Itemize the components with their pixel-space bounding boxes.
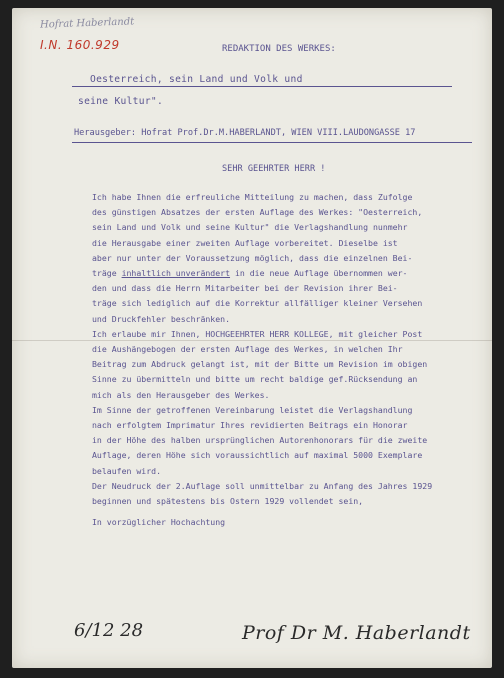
body-line: Ich habe Ihnen die erfreuliche Mitteilung zu machen, dass Zufolge xyxy=(92,192,413,202)
letter-paper xyxy=(12,8,492,668)
letterhead-work-line-1: Oesterreich, sein Land und Volk und xyxy=(90,74,303,85)
pencil-note: Hofrat Haberlandt xyxy=(39,16,135,31)
body-line: die Herausgabe einer zweiten Auflage vorbereitet. Dieselbe ist xyxy=(92,237,398,248)
body-line: beginnen und spätestens bis Ostern 1929 vollendet sein, xyxy=(92,496,364,507)
letter-body xyxy=(92,190,472,530)
letterhead-rule-bottom xyxy=(72,142,472,143)
body-line-underlined: träge inhaltlich unverändert in die neue Auflage übernommen wer- xyxy=(92,268,408,279)
body-line: den und dass die Herrn Mitarbeiter bei der Revision ihrer Bei- xyxy=(92,283,398,294)
body-line: Der Neudruck der 2.Auflage soll unmittelbar zu Anfang des Jahres 1929 xyxy=(92,480,433,491)
handwritten-date: 6/12 28 xyxy=(74,620,144,641)
letterhead-work-line-2: seine Kultur". xyxy=(78,96,164,107)
salutation: SEHR GEEHRTER HERR ! xyxy=(222,164,326,174)
body-line: belaufen wird. xyxy=(92,465,162,476)
body-line: Sinne zu übermitteln und bitte um recht baldige gef.Rücksendung an xyxy=(92,374,418,385)
body-line: in der Höhe des halben ursprünglichen Autorenhonorars für die zweite xyxy=(92,435,428,446)
body-line: Auflage, deren Höhe sich voraussichtlich auf maximal 5000 Exemplare xyxy=(92,450,423,461)
body-line: sein Land und Volk und seine Kultur" die Verlagshandlung nunmehr xyxy=(92,222,408,233)
letterhead-rule-top xyxy=(72,86,452,87)
body-line: Beitrag zum Abdruck gelangt ist, mit der Bitte um Revision im obigen xyxy=(92,359,428,370)
body-line: und Druckfehler beschränken. xyxy=(92,313,231,324)
letterhead-publisher: Herausgeber: Hofrat Prof.Dr.M.HABERLANDT, WIEN VIII.LAUDONGASSE 17 xyxy=(74,128,416,138)
handwritten-signature: Prof Dr M. Haberlandt xyxy=(242,622,471,644)
body-line: nach erfolgtem Imprimatur Ihres revidierten Beitrags ein Honorar xyxy=(92,420,408,431)
closing-line: In vorzüglicher Hochachtung xyxy=(92,517,226,528)
body-line: Im Sinne der getroffenen Vereinbarung leistet die Verlagshandlung xyxy=(92,404,413,415)
body-line: Ich erlaube mir Ihnen, HOCHGEEHRTER HERR KOLLEGE, mit gleicher Post xyxy=(92,328,423,339)
body-line: des günstigen Absatzes der ersten Auflage des Werkes: "Oesterreich, xyxy=(92,207,423,218)
body-line: träge sich lediglich auf die Korrektur allfälliger kleiner Versehen xyxy=(92,298,423,309)
accession-number: I.N. 160.929 xyxy=(40,38,120,52)
body-line: die Aushängebogen der ersten Auflage des Werkes, in welchen Ihr xyxy=(92,344,403,355)
body-line: aber nur unter der Voraussetzung möglich, dass die einzelnen Bei- xyxy=(92,252,413,263)
letterhead-title: REDAKTION DES WERKES: xyxy=(222,44,336,54)
body-line: mich als den Herausgeber des Werkes. xyxy=(92,389,270,400)
